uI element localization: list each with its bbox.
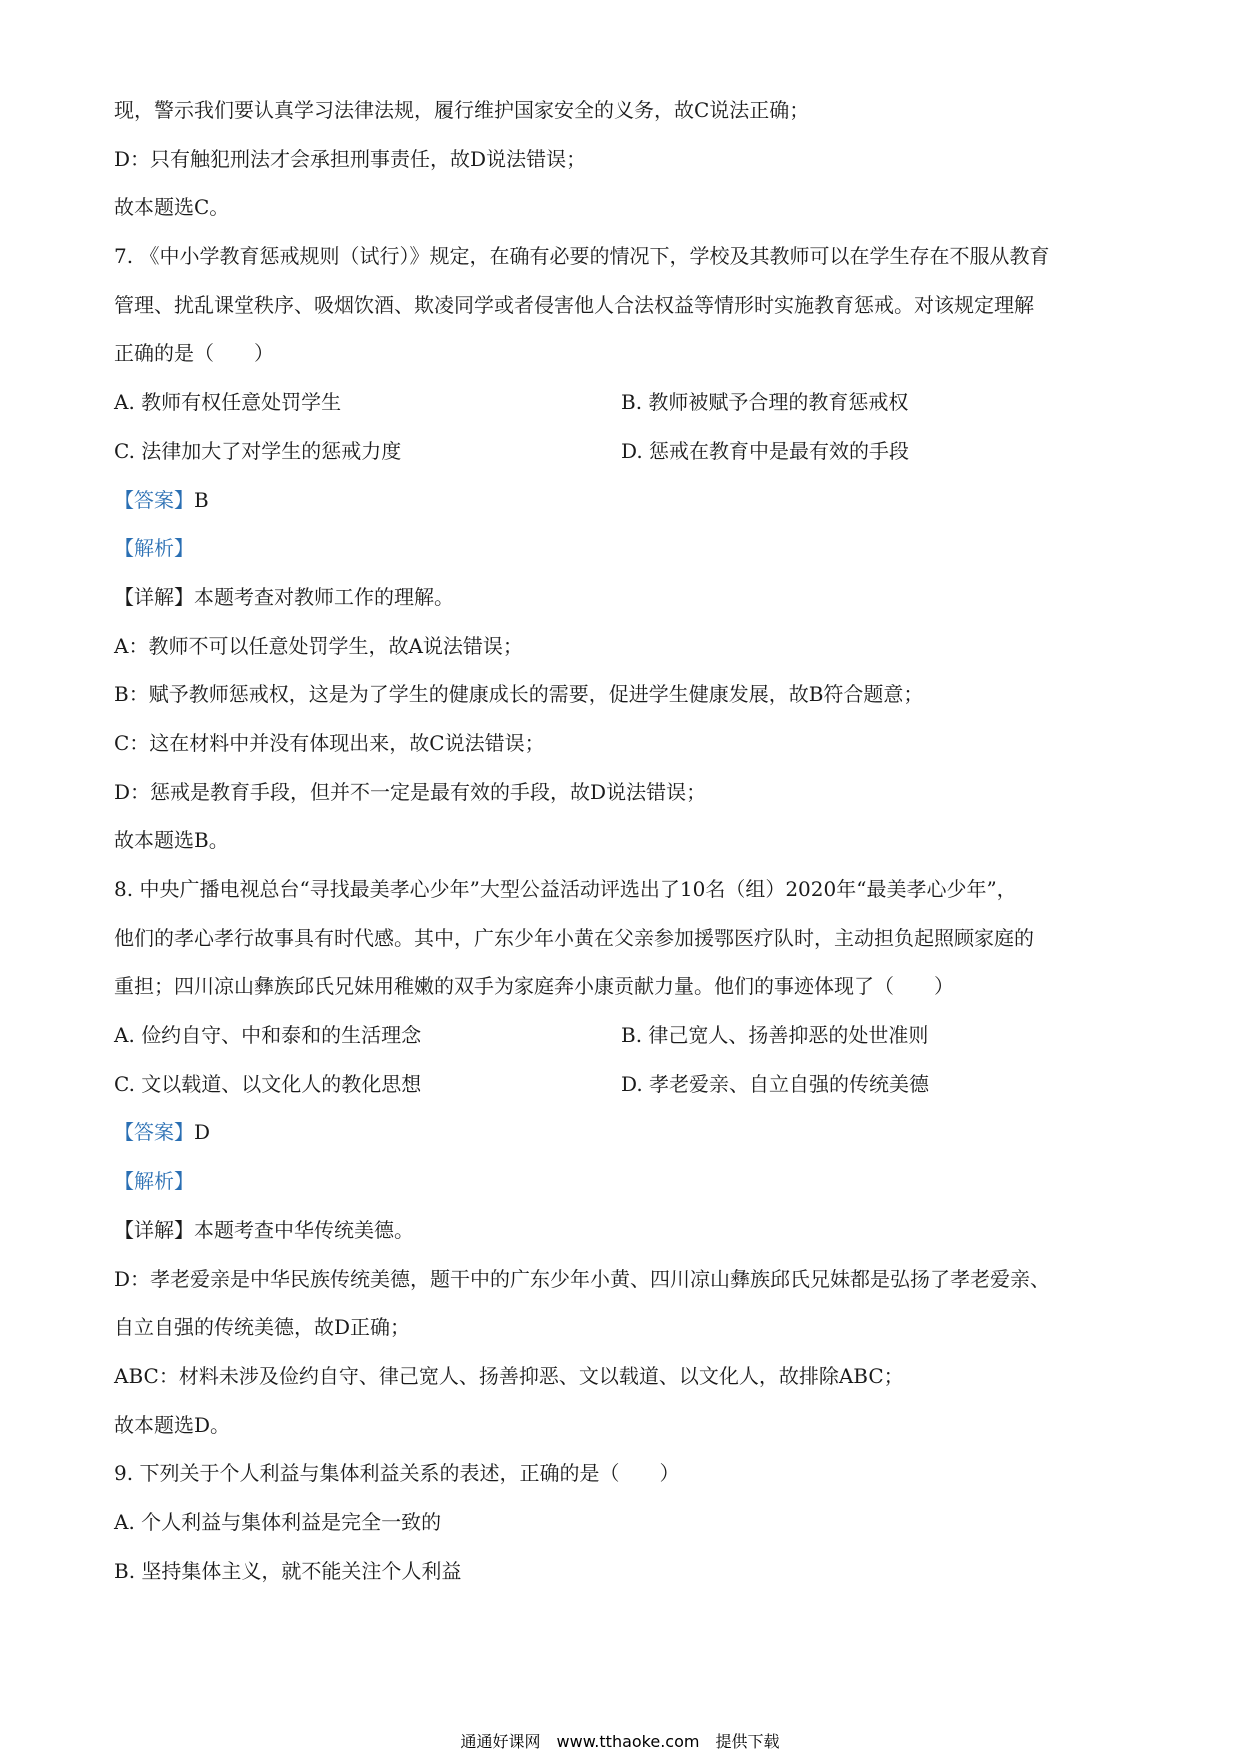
explanation-line: 【详解】本题考查中华传统美德。 (114, 1217, 414, 1242)
explanation-line: C：这在材料中并没有体现出来，故C说法错误； (114, 730, 545, 755)
option-c: C. 法律加大了对学生的惩戒力度 (114, 438, 402, 463)
explanation-line: D：孝老爱亲是中华民族传统美德，题干中的广东少年小黄、四川凉山彝族邱氏兄妹都是弘扬了孝老爱亲、 (114, 1266, 1051, 1291)
analysis-tag: 【解析】 (114, 1169, 194, 1194)
question-7-options-row (114, 437, 1144, 465)
explanation-line: 故本题选B。 (114, 828, 229, 853)
question-7-options-row (114, 388, 1144, 416)
option-c: C. 文以载道、以文化人的教化思想 (114, 1071, 422, 1096)
option-b: B. 教师被赋予合理的教育惩戒权 (621, 390, 909, 415)
question-7-stem: 正确的是（ ） (114, 341, 274, 366)
answer-value: D (194, 1120, 211, 1145)
answer-tag: 【答案】 (114, 1120, 194, 1145)
footer-watermark: 通通好课网 www.tthaoke.com 提供下载 (460, 1732, 780, 1751)
document-page (114, 96, 1144, 1605)
question-7-stem: 管理、扰乱课堂秩序、吸烟饮酒、欺凌同学或者侵害他人合法权益等情形时实施教育惩戒。对该规定理解 (114, 292, 1034, 317)
explanation-line: B：赋予教师惩戒权，这是为了学生的健康成长的需要，促进学生健康发展，故B符合题意； (114, 682, 924, 707)
explanation-line: 自立自强的传统美德，故D正确； (114, 1315, 411, 1340)
answer-value: B (194, 487, 209, 512)
option-a: A. 教师有权任意处罚学生 (114, 390, 342, 415)
text-line: 现，警示我们要认真学习法律法规，履行维护国家安全的义务，故C说法正确； (114, 98, 810, 122)
option-b: B. 坚持集体主义，就不能关注个人利益 (114, 1558, 462, 1583)
question-9-stem: 9. 下列关于个人利益与集体利益关系的表述，正确的是（ ） (114, 1461, 680, 1486)
answer-line (114, 486, 1144, 514)
text-line: 故本题选C。 (114, 195, 230, 220)
question-8-stem: 他们的孝心孝行故事具有时代感。其中，广东少年小黄在父亲参加援鄂医疗队时，主动担负起照顾家庭的 (114, 925, 1034, 950)
question-7-stem: 7. 《中小学教育惩戒规则（试行）》规定，在确有必要的情况下，学校及其教师可以在学生存在不服从教育 (114, 244, 1050, 269)
analysis-tag: 【解析】 (114, 536, 194, 561)
option-b: B. 律己宽人、扬善抑恶的处世准则 (621, 1023, 929, 1048)
option-d: D. 孝老爱亲、自立自强的传统美德 (621, 1071, 930, 1096)
question-8-options-row (114, 1070, 1144, 1098)
text-line: D：只有触犯刑法才会承担刑事责任，故D说法错误； (114, 146, 587, 171)
answer-tag: 【答案】 (114, 487, 194, 512)
question-8-stem: 重担；四川凉山彝族邱氏兄妹用稚嫩的双手为家庭奔小康贡献力量。他们的事迹体现了（ ） (114, 974, 954, 999)
option-a: A. 个人利益与集体利益是完全一致的 (114, 1509, 442, 1534)
explanation-line: 故本题选D。 (114, 1412, 231, 1437)
option-a: A. 俭约自守、中和泰和的生活理念 (114, 1023, 422, 1048)
explanation-line: 【详解】本题考查对教师工作的理解。 (114, 584, 454, 609)
question-8-options-row (114, 1021, 1144, 1049)
answer-line (114, 1118, 1144, 1146)
explanation-line: ABC：材料未涉及俭约自守、律己宽人、扬善抑恶、文以载道、以文化人，故排除ABC； (114, 1363, 904, 1388)
question-8-stem: 8. 中央广播电视总台“寻找最美孝心少年”大型公益活动评选出了10名（组）2020年“最美孝心少年”， (114, 877, 1017, 901)
explanation-line: D：惩戒是教育手段，但并不一定是最有效的手段，故D说法错误； (114, 779, 707, 804)
option-d: D. 惩戒在教育中是最有效的手段 (621, 438, 910, 463)
explanation-line: A：教师不可以任意处罚学生，故A说法错误； (114, 633, 523, 658)
